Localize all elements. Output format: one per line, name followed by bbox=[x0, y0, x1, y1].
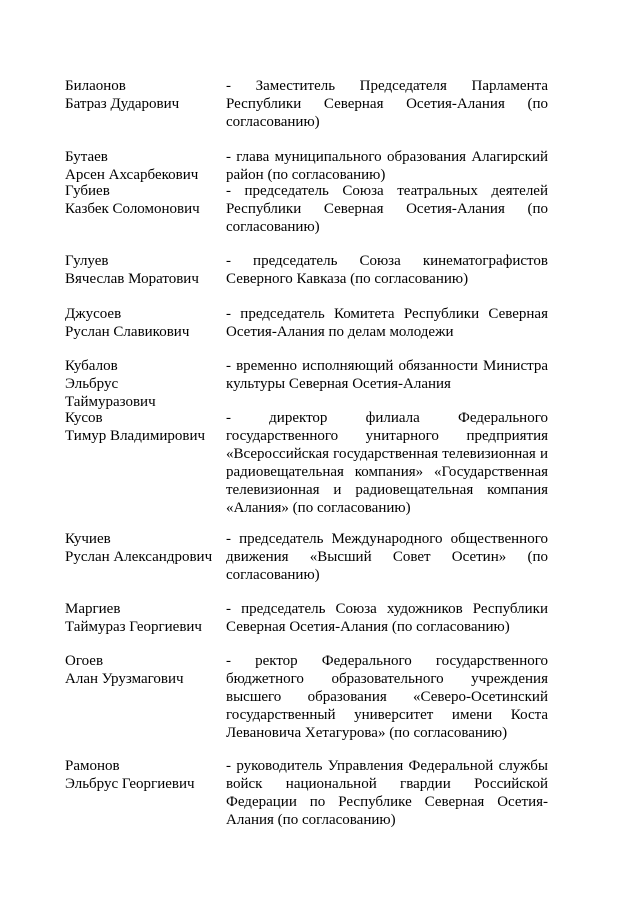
member-surname: Джусоев bbox=[65, 306, 122, 322]
member-surname: Кусов bbox=[65, 410, 103, 426]
member-position: - председатель Союза театральных деятелей Республики Северная Осетия-Алания (по согласованию) bbox=[226, 183, 548, 235]
member-name bbox=[65, 530, 225, 566]
member-surname: Бутаев bbox=[65, 149, 108, 165]
member-surname: Билаонов bbox=[65, 78, 126, 94]
member-name bbox=[65, 600, 225, 636]
member-name bbox=[65, 357, 225, 411]
member-surname: Губиев bbox=[65, 183, 110, 199]
member-name bbox=[65, 409, 225, 445]
member-given-name: Алан Урузмагович bbox=[65, 671, 184, 687]
member-name bbox=[65, 305, 225, 341]
member-given-name: Тимур Владимирович bbox=[65, 428, 206, 444]
member-given-name: Арсен Ахсарбекович bbox=[65, 167, 199, 183]
member-position: - директор филиала Федерального государственного унитарного предприятия «Всероссийская государственная телевизионная и радиовещательная компания» «Государственная телевизионная и радиовещательная компания «Алания» (по согласованию) bbox=[226, 410, 548, 516]
member-surname: Рамонов bbox=[65, 758, 120, 774]
member-given-name: Руслан Александрович bbox=[65, 549, 213, 565]
member-position: - Заместитель Председателя Парламента Республики Северная Осетия-Алания (по согласованию) bbox=[226, 78, 548, 130]
member-surname: Гулуев bbox=[65, 253, 109, 269]
member-position: - председатель Союза кинематографистов Северного Кавказа (по согласованию) bbox=[226, 253, 548, 287]
member-position: - председатель Союза художников Республики Северная Осетия-Алания (по согласованию) bbox=[226, 601, 548, 635]
member-surname: Кубалов bbox=[65, 358, 118, 374]
member-patronymic: Таймуразович bbox=[65, 394, 156, 410]
member-position: - временно исполняющий обязанности Министра культуры Северная Осетия-Алания bbox=[226, 358, 548, 392]
member-position: - председатель Международного общественного движения «Высший Совет Осетин» (по согласованию) bbox=[226, 531, 548, 583]
member-name bbox=[65, 148, 225, 184]
member-name bbox=[65, 182, 225, 218]
member-position: - глава муниципального образования Алагирский район (по согласованию) bbox=[226, 149, 548, 183]
member-given-name: Эльбрус Георгиевич bbox=[65, 776, 195, 792]
member-given-name: Батраз Дударович bbox=[65, 96, 180, 112]
member-surname: Маргиев bbox=[65, 601, 121, 617]
member-given-name: Эльбрус bbox=[65, 376, 119, 392]
member-name bbox=[65, 77, 225, 113]
member-name bbox=[65, 757, 225, 793]
member-name bbox=[65, 652, 225, 688]
member-surname: Кучиев bbox=[65, 531, 111, 547]
member-position: - руководитель Управления Федеральной службы войск национальной гвардии Российской Федерации по Республике Северная Осетия-Алания (по согласованию) bbox=[226, 758, 548, 828]
member-given-name: Руслан Славикович bbox=[65, 324, 190, 340]
member-name bbox=[65, 252, 225, 288]
member-position: - председатель Комитета Республики Северная Осетия-Алания по делам молодежи bbox=[226, 306, 548, 340]
member-given-name: Вячеслав Моратович bbox=[65, 271, 199, 287]
member-given-name: Казбек Соломонович bbox=[65, 201, 200, 217]
member-given-name: Таймураз Георгиевич bbox=[65, 619, 202, 635]
member-position: - ректор Федерального государственного бюджетного образовательного учреждения высшего образования «Северо-Осетинский государственный университет имени Коста Левановича Хетагурова» (по согласованию) bbox=[226, 653, 548, 741]
member-surname: Огоев bbox=[65, 653, 104, 669]
